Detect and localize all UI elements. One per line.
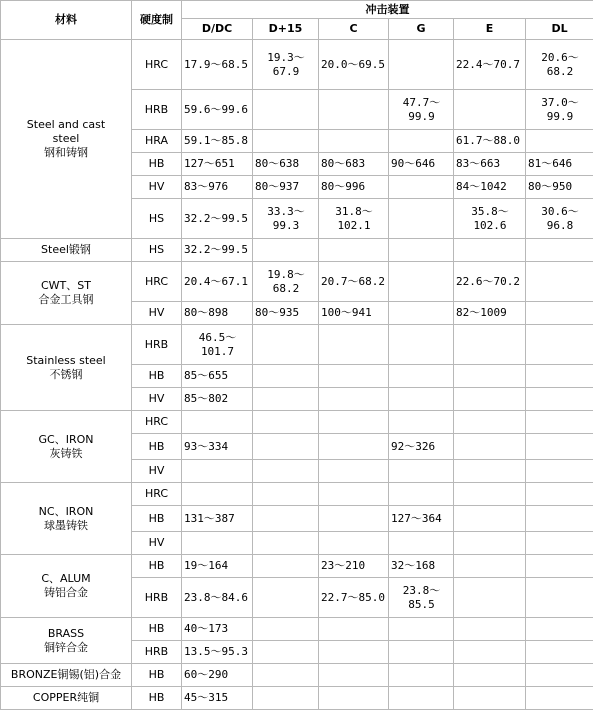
value-cell bbox=[389, 411, 454, 434]
value-cell: 127～651 bbox=[182, 153, 253, 176]
table-body bbox=[1, 40, 593, 710]
value-cell bbox=[389, 641, 454, 664]
material-cell: Steel锻钢 bbox=[1, 239, 132, 262]
material-cell: Steel and cast steel 钢和铸钢 bbox=[1, 40, 132, 239]
value-cell bbox=[319, 618, 389, 641]
value-cell bbox=[526, 302, 593, 325]
value-cell: 47.7～ 99.9 bbox=[389, 90, 454, 130]
value-cell bbox=[253, 434, 319, 460]
value-cell: 19.3～ 67.9 bbox=[253, 40, 319, 90]
material-cell: COPPER纯铜 bbox=[1, 687, 132, 710]
header-device-dl: DL bbox=[526, 19, 593, 40]
value-cell bbox=[253, 90, 319, 130]
value-cell: 61.7～88.0 bbox=[454, 130, 526, 153]
hardness-scale-cell: HV bbox=[132, 460, 182, 483]
value-cell: 80～935 bbox=[253, 302, 319, 325]
value-cell bbox=[389, 239, 454, 262]
value-cell bbox=[253, 555, 319, 578]
value-cell: 80～638 bbox=[253, 153, 319, 176]
hardness-scale-cell: HRC bbox=[132, 40, 182, 90]
value-cell bbox=[454, 618, 526, 641]
value-cell: 60～290 bbox=[182, 664, 253, 687]
value-cell bbox=[526, 130, 593, 153]
value-cell bbox=[389, 302, 454, 325]
value-cell bbox=[253, 388, 319, 411]
hardness-scale-cell: HB bbox=[132, 153, 182, 176]
value-cell: 37.0～ 99.9 bbox=[526, 90, 593, 130]
value-cell bbox=[454, 460, 526, 483]
value-cell bbox=[389, 388, 454, 411]
table-row bbox=[1, 239, 593, 262]
hardness-scale-cell: HRA bbox=[132, 130, 182, 153]
value-cell: 22.7～85.0 bbox=[319, 578, 389, 618]
material-cell: Stainless steel 不锈钢 bbox=[1, 325, 132, 411]
hardness-scale-cell: HRC bbox=[132, 411, 182, 434]
hardness-scale-cell: HV bbox=[132, 176, 182, 199]
value-cell bbox=[526, 388, 593, 411]
value-cell bbox=[454, 434, 526, 460]
value-cell bbox=[389, 325, 454, 365]
value-cell: 35.8～ 102.6 bbox=[454, 199, 526, 239]
value-cell bbox=[526, 262, 593, 302]
value-cell bbox=[526, 532, 593, 555]
value-cell bbox=[253, 532, 319, 555]
table-row bbox=[1, 40, 593, 90]
value-cell bbox=[389, 365, 454, 388]
hardness-scale-cell: HS bbox=[132, 239, 182, 262]
value-cell bbox=[319, 388, 389, 411]
value-cell: 100～941 bbox=[319, 302, 389, 325]
value-cell: 90～646 bbox=[389, 153, 454, 176]
hardness-scale-cell: HRB bbox=[132, 641, 182, 664]
hardness-scale-cell: HB bbox=[132, 618, 182, 641]
value-cell: 80～996 bbox=[319, 176, 389, 199]
value-cell: 46.5～ 101.7 bbox=[182, 325, 253, 365]
table-row bbox=[1, 262, 593, 302]
value-cell bbox=[182, 460, 253, 483]
value-cell bbox=[253, 578, 319, 618]
value-cell: 127～364 bbox=[389, 506, 454, 532]
hardness-scale-cell: HV bbox=[132, 532, 182, 555]
value-cell bbox=[526, 365, 593, 388]
value-cell bbox=[454, 641, 526, 664]
value-cell bbox=[454, 506, 526, 532]
value-cell: 23.8～ 85.5 bbox=[389, 578, 454, 618]
value-cell bbox=[253, 506, 319, 532]
hardness-scale-cell: HB bbox=[132, 365, 182, 388]
value-cell bbox=[526, 411, 593, 434]
value-cell: 23.8～84.6 bbox=[182, 578, 253, 618]
value-cell bbox=[389, 199, 454, 239]
value-cell: 20.4～67.1 bbox=[182, 262, 253, 302]
value-cell bbox=[526, 325, 593, 365]
value-cell bbox=[253, 411, 319, 434]
value-cell bbox=[526, 483, 593, 506]
value-cell bbox=[253, 664, 319, 687]
table-row bbox=[1, 325, 593, 365]
value-cell bbox=[526, 460, 593, 483]
value-cell: 83～663 bbox=[454, 153, 526, 176]
value-cell: 30.6～ 96.8 bbox=[526, 199, 593, 239]
value-cell: 22.6～70.2 bbox=[454, 262, 526, 302]
value-cell bbox=[182, 483, 253, 506]
header-device-d15: D+15 bbox=[253, 19, 319, 40]
value-cell bbox=[526, 618, 593, 641]
hardness-scale-cell: HRC bbox=[132, 483, 182, 506]
value-cell bbox=[454, 365, 526, 388]
value-cell bbox=[389, 687, 454, 710]
value-cell bbox=[389, 130, 454, 153]
value-cell bbox=[253, 641, 319, 664]
value-cell bbox=[319, 411, 389, 434]
table-row bbox=[1, 411, 593, 434]
material-cell: CWT、ST 合金工具钢 bbox=[1, 262, 132, 325]
value-cell: 45～315 bbox=[182, 687, 253, 710]
value-cell bbox=[253, 365, 319, 388]
value-cell bbox=[253, 460, 319, 483]
hardness-scale-cell: HB bbox=[132, 434, 182, 460]
value-cell bbox=[454, 483, 526, 506]
value-cell bbox=[526, 506, 593, 532]
value-cell: 80～898 bbox=[182, 302, 253, 325]
value-cell: 22.4～70.7 bbox=[454, 40, 526, 90]
value-cell: 82～1009 bbox=[454, 302, 526, 325]
hardness-scale-cell: HB bbox=[132, 506, 182, 532]
value-cell bbox=[389, 176, 454, 199]
value-cell: 33.3～ 99.3 bbox=[253, 199, 319, 239]
value-cell: 83～976 bbox=[182, 176, 253, 199]
hardness-scale-cell: HV bbox=[132, 302, 182, 325]
value-cell bbox=[526, 578, 593, 618]
value-cell: 32.2～99.5 bbox=[182, 239, 253, 262]
table-row bbox=[1, 664, 593, 687]
value-cell: 59.6～99.6 bbox=[182, 90, 253, 130]
value-cell bbox=[319, 664, 389, 687]
value-cell bbox=[319, 641, 389, 664]
value-cell bbox=[454, 90, 526, 130]
value-cell bbox=[319, 90, 389, 130]
hardness-scale-cell: HRC bbox=[132, 262, 182, 302]
table-row bbox=[1, 687, 593, 710]
value-cell: 20.6～ 68.2 bbox=[526, 40, 593, 90]
value-cell bbox=[319, 130, 389, 153]
value-cell bbox=[319, 434, 389, 460]
header-device-e: E bbox=[454, 19, 526, 40]
value-cell: 93～334 bbox=[182, 434, 253, 460]
value-cell: 32～168 bbox=[389, 555, 454, 578]
header-device-d-dc: D/DC bbox=[182, 19, 253, 40]
value-cell bbox=[526, 434, 593, 460]
value-cell bbox=[319, 325, 389, 365]
header-hardness-scale: 硬度制 bbox=[132, 1, 182, 40]
value-cell bbox=[319, 506, 389, 532]
material-cell: GC、IRON 灰铸铁 bbox=[1, 411, 132, 483]
value-cell: 19～164 bbox=[182, 555, 253, 578]
value-cell: 13.5～95.3 bbox=[182, 641, 253, 664]
value-cell bbox=[454, 325, 526, 365]
value-cell: 17.9～68.5 bbox=[182, 40, 253, 90]
value-cell bbox=[253, 483, 319, 506]
value-cell: 92～326 bbox=[389, 434, 454, 460]
value-cell bbox=[182, 411, 253, 434]
value-cell bbox=[319, 460, 389, 483]
value-cell bbox=[454, 687, 526, 710]
value-cell bbox=[389, 483, 454, 506]
value-cell bbox=[253, 130, 319, 153]
hardness-scale-cell: HRB bbox=[132, 578, 182, 618]
value-cell bbox=[454, 555, 526, 578]
hardness-scale-cell: HRB bbox=[132, 90, 182, 130]
value-cell bbox=[526, 641, 593, 664]
value-cell bbox=[526, 687, 593, 710]
header-impact-device: 冲击装置 bbox=[182, 1, 593, 19]
value-cell: 23～210 bbox=[319, 555, 389, 578]
value-cell bbox=[253, 325, 319, 365]
header-device-g: G bbox=[389, 19, 454, 40]
hardness-scale-cell: HS bbox=[132, 199, 182, 239]
hardness-scale-cell: HB bbox=[132, 687, 182, 710]
value-cell: 80～937 bbox=[253, 176, 319, 199]
value-cell bbox=[454, 411, 526, 434]
value-cell bbox=[389, 664, 454, 687]
value-cell bbox=[319, 483, 389, 506]
value-cell bbox=[389, 460, 454, 483]
hardness-scale-cell: HV bbox=[132, 388, 182, 411]
value-cell bbox=[319, 365, 389, 388]
value-cell: 19.8～ 68.2 bbox=[253, 262, 319, 302]
value-cell bbox=[319, 532, 389, 555]
value-cell: 85～655 bbox=[182, 365, 253, 388]
value-cell: 80～683 bbox=[319, 153, 389, 176]
value-cell bbox=[454, 664, 526, 687]
value-cell bbox=[454, 388, 526, 411]
value-cell bbox=[319, 687, 389, 710]
value-cell bbox=[454, 532, 526, 555]
value-cell bbox=[253, 687, 319, 710]
material-cell: BRASS 铜锌合金 bbox=[1, 618, 132, 664]
hardness-scale-cell: HB bbox=[132, 555, 182, 578]
material-cell: NC、IRON 球墨铸铁 bbox=[1, 483, 132, 555]
hardness-scale-cell: HRB bbox=[132, 325, 182, 365]
hardness-scale-cell: HB bbox=[132, 664, 182, 687]
value-cell: 81～646 bbox=[526, 153, 593, 176]
value-cell bbox=[526, 555, 593, 578]
value-cell bbox=[389, 618, 454, 641]
table-row bbox=[1, 618, 593, 641]
value-cell: 40～173 bbox=[182, 618, 253, 641]
material-cell: BRONZE铜锡(铝)合金 bbox=[1, 664, 132, 687]
value-cell: 85～802 bbox=[182, 388, 253, 411]
value-cell bbox=[182, 532, 253, 555]
table-row bbox=[1, 483, 593, 506]
value-cell bbox=[454, 578, 526, 618]
value-cell bbox=[253, 618, 319, 641]
value-cell bbox=[253, 239, 319, 262]
value-cell: 84～1042 bbox=[454, 176, 526, 199]
value-cell: 131～387 bbox=[182, 506, 253, 532]
value-cell bbox=[389, 262, 454, 302]
value-cell bbox=[454, 239, 526, 262]
value-cell: 20.7～68.2 bbox=[319, 262, 389, 302]
value-cell: 80～950 bbox=[526, 176, 593, 199]
header-material: 材料 bbox=[1, 1, 132, 40]
value-cell bbox=[389, 40, 454, 90]
value-cell bbox=[389, 532, 454, 555]
value-cell bbox=[319, 239, 389, 262]
header-device-c: C bbox=[319, 19, 389, 40]
value-cell: 32.2～99.5 bbox=[182, 199, 253, 239]
table-row bbox=[1, 555, 593, 578]
value-cell bbox=[526, 239, 593, 262]
value-cell: 59.1～85.8 bbox=[182, 130, 253, 153]
value-cell bbox=[526, 664, 593, 687]
value-cell: 31.8～ 102.1 bbox=[319, 199, 389, 239]
material-cell: C、ALUM 铸铝合金 bbox=[1, 555, 132, 618]
value-cell: 20.0～69.5 bbox=[319, 40, 389, 90]
